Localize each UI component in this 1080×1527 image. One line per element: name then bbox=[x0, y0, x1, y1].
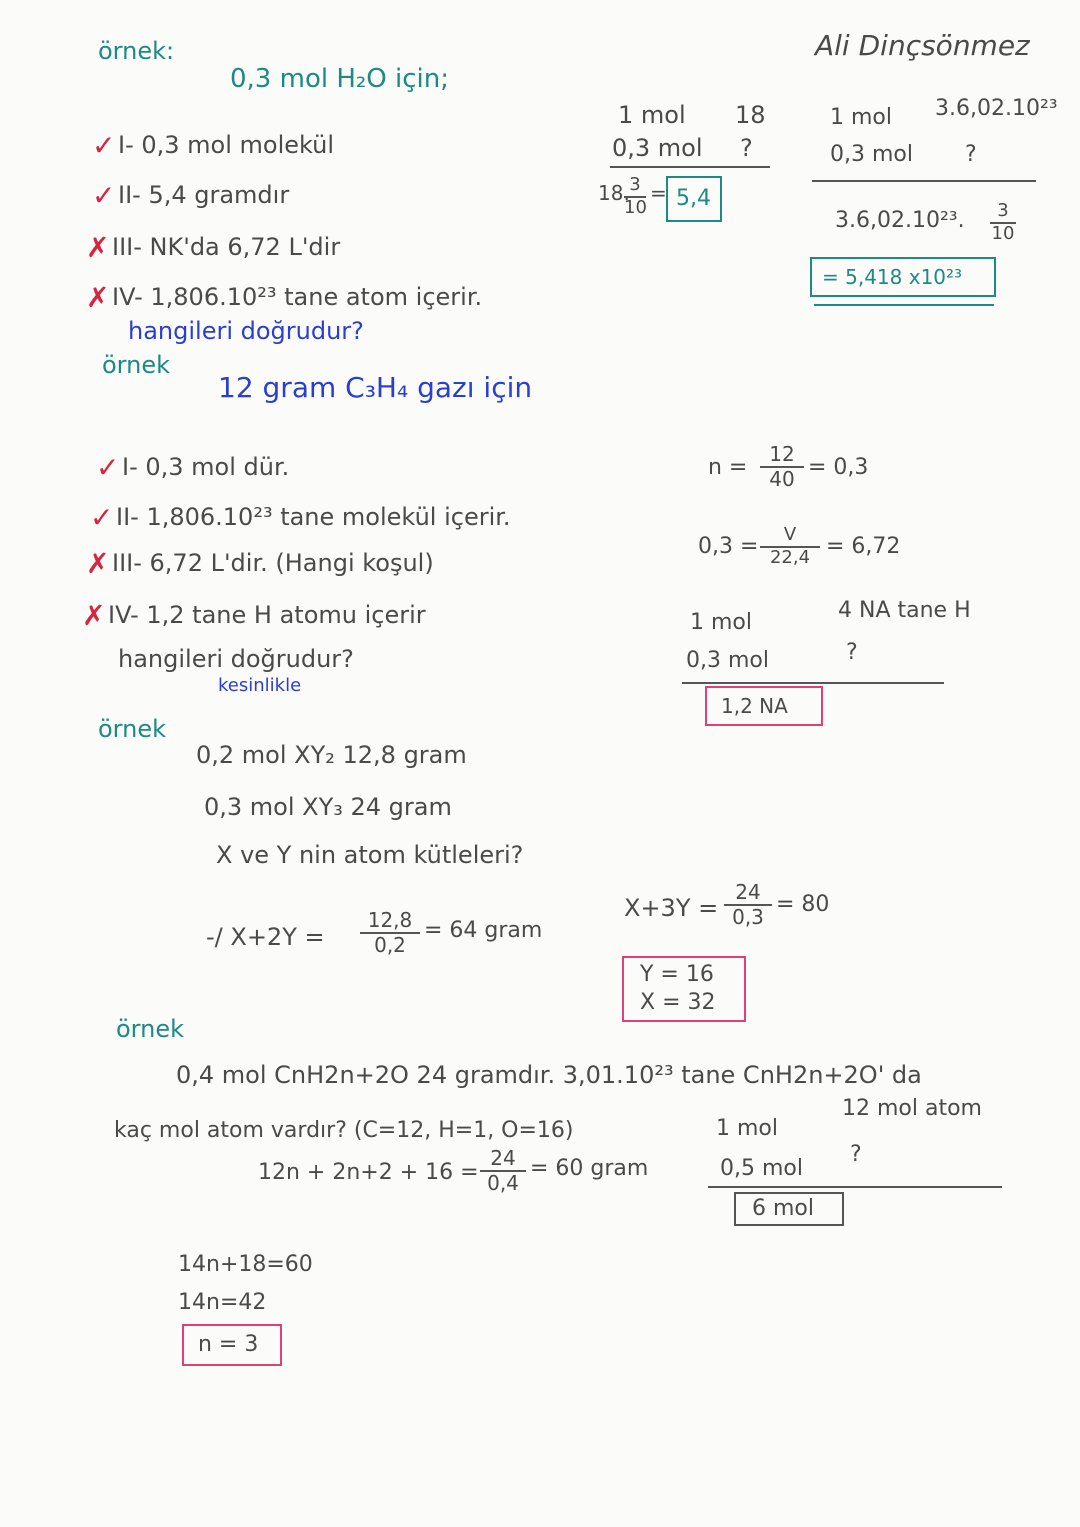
ex2-calc-v-rhs: = 6,72 bbox=[826, 534, 901, 559]
ex1-calc-b-r2c2: ? bbox=[965, 142, 977, 167]
ex4-eq-num: 24 bbox=[490, 1146, 516, 1170]
ex1-item-4: IV- 1,806.10²³ tane atom içerir. bbox=[112, 283, 483, 311]
ex2-item-4: IV- 1,2 tane H atomu içerir bbox=[108, 601, 426, 629]
ex1-item-2: II- 5,4 gramdır bbox=[118, 181, 290, 209]
ex1-calc-b-r2c1: 0,3 mol bbox=[830, 142, 913, 167]
ex4-eq-den: 0,4 bbox=[487, 1171, 519, 1195]
ex4-heading: örnek bbox=[116, 1015, 185, 1043]
ex1-calc-b-underline bbox=[814, 304, 994, 306]
ex1-calc-a-r2c2: ? bbox=[740, 134, 753, 162]
ex1-calc-b-result: = 5,418 x10²³ bbox=[810, 257, 996, 297]
ex2-title: 12 gram C₃H₄ gazı için bbox=[218, 371, 533, 404]
ex2-calc-h-r2c1: 0,3 mol bbox=[686, 648, 769, 673]
ex4-line2: kaç mol atom vardır? (C=12, H=1, O=16) bbox=[114, 1118, 574, 1143]
ex2-calc-n-frac bbox=[760, 444, 804, 490]
ex1-calc-a-r1c1: 1 mol bbox=[618, 101, 686, 129]
ex2-calc-v-lhs: 0,3 = bbox=[698, 534, 759, 559]
ex3-eq1-num: 12,8 bbox=[367, 908, 413, 932]
ex4-eq-rhs: = 60 gram bbox=[530, 1156, 649, 1181]
ex1-calc-b-num: 3 bbox=[997, 200, 1009, 221]
ex3-line2: 0,3 mol XY₃ 24 gram bbox=[204, 793, 452, 821]
ex4-step1: 14n+18=60 bbox=[178, 1252, 313, 1277]
ex3-result1: Y = 16 bbox=[640, 962, 714, 987]
ex1-title: 0,3 mol H₂O için; bbox=[230, 64, 450, 94]
ex3-eq1-rhs: = 64 gram bbox=[424, 918, 543, 943]
ex4-line1: 0,4 mol CnH2n+2O 24 gramdır. 3,01.10²³ tane CnH2n+2O' da bbox=[176, 1061, 922, 1089]
ex1-calc-b-expr: 3.6,02.10²³. bbox=[835, 208, 965, 233]
ex1-mark-1: ✓ bbox=[92, 129, 116, 162]
ex1-calc-b-r1c1: 1 mol bbox=[830, 105, 892, 130]
ex1-calc-b-den: 10 bbox=[991, 222, 1015, 244]
ex2-calc-v-frac bbox=[760, 526, 820, 568]
ex2-calc-n-rhs: = 0,3 bbox=[808, 455, 869, 480]
ex4-calc-r2c2: ? bbox=[850, 1142, 862, 1167]
ex2-item-2: II- 1,806.10²³ tane molekül içerir. bbox=[116, 503, 511, 531]
ex2-calc-h-r1c2: 4 NA tane H bbox=[838, 598, 971, 623]
ex3-eq2-num: 24 bbox=[735, 880, 761, 904]
ex1-heading: örnek: bbox=[98, 37, 175, 65]
ex4-eq-frac bbox=[480, 1148, 526, 1194]
ex4-calc-r2c1: 0,5 mol bbox=[720, 1156, 803, 1181]
ex4-eq-lhs: 12n + 2n+2 + 16 = bbox=[258, 1160, 479, 1185]
ex1-calc-a-r2c1: 0,3 mol bbox=[612, 134, 703, 162]
ex4-calc-r1c2: 12 mol atom bbox=[842, 1096, 982, 1121]
ex2-note: kesinlikle bbox=[218, 675, 302, 696]
ex1-question: hangileri doğrudur? bbox=[128, 317, 364, 345]
ex3-question: X ve Y nin atom kütleleri? bbox=[216, 841, 524, 869]
ex2-mark-4: ✗ bbox=[82, 599, 106, 632]
ex4-calc-line bbox=[708, 1186, 1002, 1188]
ex2-calc-n-num: 12 bbox=[769, 442, 795, 466]
ex2-calc-h-r2c2: ? bbox=[846, 640, 858, 665]
ex3-eq1-lhs: -/ X+2Y = bbox=[206, 923, 325, 951]
ex4-calc-result: 6 mol bbox=[734, 1192, 844, 1226]
ex1-calc-a-result: 5,4 bbox=[666, 176, 722, 222]
author-signature: Ali Dinçsönmez bbox=[815, 29, 1030, 62]
ex1-mark-4: ✗ bbox=[86, 281, 110, 314]
ex1-calc-b-frac bbox=[990, 202, 1016, 244]
ex2-mark-1: ✓ bbox=[96, 451, 120, 484]
ex2-calc-v-num: V bbox=[783, 524, 797, 545]
ex2-calc-h-r1c1: 1 mol bbox=[690, 610, 752, 635]
ex1-calc-a-eq: 18. bbox=[598, 181, 630, 205]
ex3-result2: X = 32 bbox=[640, 990, 716, 1015]
ex3-eq2-rhs: = 80 bbox=[776, 892, 830, 917]
ex1-calc-a-frac bbox=[624, 176, 646, 218]
ex3-line1: 0,2 mol XY₂ 12,8 gram bbox=[196, 741, 467, 769]
ex1-calc-a-line bbox=[610, 166, 770, 168]
ex3-eq2-den: 0,3 bbox=[732, 905, 764, 929]
ex2-item-1: I- 0,3 mol dür. bbox=[122, 453, 290, 481]
ex2-calc-n-lhs: n = bbox=[708, 455, 748, 480]
ex1-calc-a-num: 3 bbox=[629, 174, 641, 195]
ex1-calc-a-eqsign: = bbox=[650, 181, 667, 205]
ex1-calc-a-den: 10 bbox=[624, 196, 647, 218]
ex3-eq1-den: 0,2 bbox=[374, 933, 406, 957]
ex1-calc-b-r1c2: 3.6,02.10²³ bbox=[935, 96, 1058, 121]
ex1-mark-3: ✗ bbox=[86, 231, 110, 264]
ex2-calc-h-result: 1,2 NA bbox=[705, 686, 823, 726]
ex1-mark-2: ✓ bbox=[92, 179, 116, 212]
ex2-mark-3: ✗ bbox=[86, 547, 110, 580]
ex3-eq2-frac bbox=[724, 882, 772, 928]
ex4-step2: 14n=42 bbox=[178, 1290, 267, 1315]
ex3-eq1-frac bbox=[360, 910, 420, 956]
ex2-calc-h-line bbox=[682, 682, 944, 684]
ex2-heading: örnek bbox=[102, 351, 171, 379]
ex2-mark-2: ✓ bbox=[90, 501, 114, 534]
ex1-calc-a-r1c2: 18 bbox=[735, 101, 766, 129]
ex2-question: hangileri doğrudur? bbox=[118, 645, 354, 673]
ex1-calc-b-line bbox=[812, 180, 1036, 182]
ex3-heading: örnek bbox=[98, 715, 167, 743]
ex2-calc-v-den: 22,4 bbox=[769, 546, 811, 568]
ex4-calc-r1c1: 1 mol bbox=[716, 1116, 778, 1141]
ex1-item-3: III- NK'da 6,72 L'dir bbox=[112, 233, 341, 261]
ex1-item-1: I- 0,3 mol molekül bbox=[118, 131, 335, 159]
ex4-result: n = 3 bbox=[182, 1324, 282, 1366]
ex2-item-3: III- 6,72 L'dir. (Hangi koşul) bbox=[112, 549, 434, 577]
ex3-eq2-lhs: X+3Y = bbox=[624, 894, 719, 922]
ex2-calc-n-den: 40 bbox=[769, 467, 795, 491]
